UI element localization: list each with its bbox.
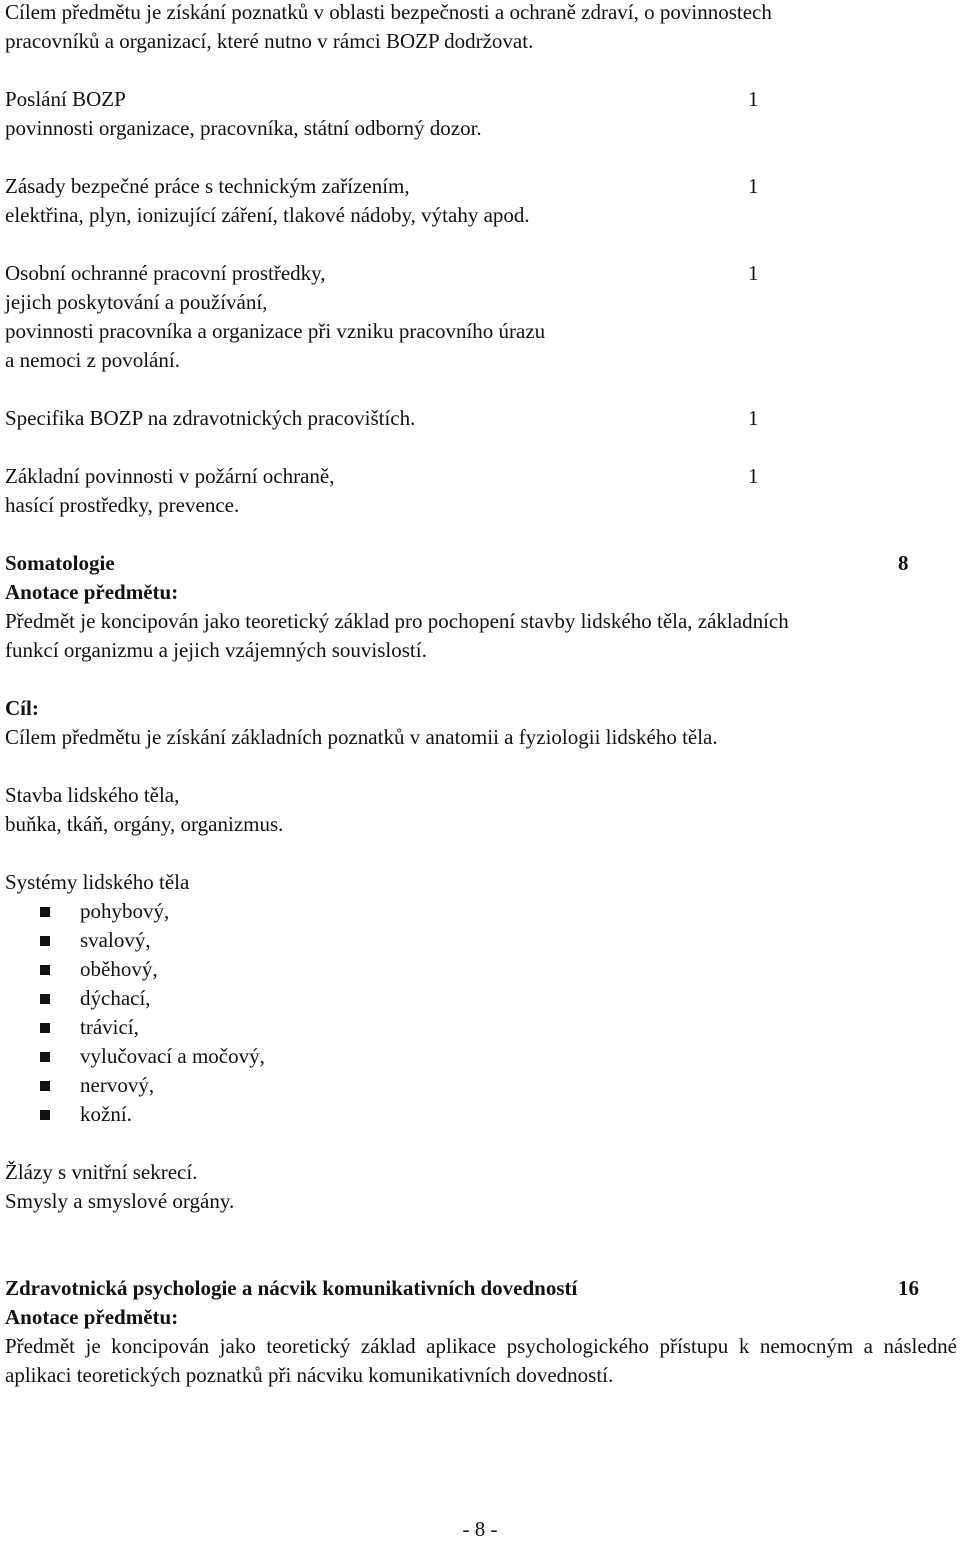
list-item [5,1100,955,1129]
square-bullet-icon [40,1081,50,1091]
list-item [5,984,955,1013]
annotation-line: Předmět je koncipován jako teoretický základ pro pochopení stavby lidského těla, základních [5,609,789,633]
list-item-text: oběhový, [80,957,158,981]
subject-hours: 16 [898,1276,919,1300]
stavba-title: Stavba lidského těla, [5,783,180,807]
square-bullet-icon [40,1110,50,1120]
somatologie-section [5,549,955,1216]
topic-line: jejich poskytování a používání, [5,290,268,314]
subject-heading-row [5,1274,955,1303]
list-item-text: dýchací, [80,986,151,1010]
square-bullet-icon [40,1052,50,1062]
list-item [5,926,955,955]
square-bullet-icon [40,907,50,917]
topic-hours: 1 [748,261,759,285]
subject-title: Zdravotnická psychologie a nácvik komunikativních dovedností [5,1276,578,1300]
list-item [5,897,955,926]
topic-section [5,85,955,143]
square-bullet-icon [40,994,50,1004]
list-item [5,955,955,984]
topic-section [5,259,955,375]
list-item [5,1013,955,1042]
square-bullet-icon [40,936,50,946]
topic-title: Základní povinnosti v požární ochraně, [5,464,335,488]
list-item-text: trávicí, [80,1015,139,1039]
topic-section [5,404,955,433]
list-item [5,1071,955,1100]
topic-title-row [5,85,955,114]
topic-hours: 1 [748,406,759,430]
list-item-text: nervový, [80,1073,155,1097]
topic-title: Zásady bezpečné práce s technickým zařízením, [5,174,410,198]
topic-hours: 1 [748,464,759,488]
goal-text: Cílem předmětu je získání základních poznatků v anatomii a fyziologii lidského těla. [5,725,718,749]
subject-hours: 8 [898,551,909,575]
annotation-line: funkcí organizmu a jejich vzájemných souvislostí. [5,638,427,662]
page-number: - 8 - [462,1517,498,1541]
square-bullet-icon [40,1023,50,1033]
list-item [5,1042,955,1071]
topic-title-row [5,172,955,201]
senses-text: Smysly a smyslové orgány. [5,1189,235,1213]
topic-title: Specifika BOZP na zdravotnických pracovištích. [5,406,416,430]
topic-section [5,462,955,520]
topic-line: povinnosti pracovníka a organizace při vzniku pracovního úrazu [5,319,546,343]
topic-line: elektřina, plyn, ionizující záření, tlakové nádoby, výtahy apod. [5,203,530,227]
stavba-text: buňka, tkáň, orgány, organizmus. [5,812,284,836]
square-bullet-icon [40,965,50,975]
topic-title: Poslání BOZP [5,87,126,111]
subject-title: Somatologie [5,551,115,575]
topic-title: Osobní ochranné pracovní prostředky, [5,261,326,285]
topic-hours: 1 [748,87,759,111]
topic-line: povinnosti organizace, pracovníka, státní odborný dozor. [5,116,482,140]
document-page [5,0,955,1390]
topic-line: a nemoci z povolání. [5,348,180,372]
annotation-label: Anotace předmětu: [5,1305,179,1329]
list-item-text: pohybový, [80,899,170,923]
topic-title-row [5,259,955,288]
goal-label: Cíl: [5,696,39,720]
topic-hours: 1 [748,174,759,198]
list-item-text: svalový, [80,928,151,952]
intro-line-2: pracovníků a organizací, které nutno v rámci BOZP dodržovat. [5,29,534,53]
topic-line: hasící prostředky, prevence. [5,493,240,517]
topic-section [5,172,955,230]
glands-text: Žlázy s vnitřní sekrecí. [5,1160,198,1184]
list-item-text: kožní. [80,1102,132,1126]
subject-heading-row [5,549,955,578]
systems-list [5,897,955,1129]
intro-line-1: Cílem předmětu je získání poznatků v oblasti bezpečnosti a ochraně zdraví, o povinnostech [5,0,772,24]
systems-title: Systémy lidského těla [5,870,190,894]
topic-title-row [5,404,955,433]
annotation-label: Anotace předmětu: [5,580,179,604]
topic-title-row [5,462,955,491]
annotation-text: Předmět je koncipován jako teoretický základ aplikace psychologického přístupu k nemocným a následné aplikaci teoretických poznatků při nácviku komunikativních dovedností. [5,1334,957,1387]
list-item-text: vylučovací a močový, [80,1044,265,1068]
psych-section [5,1274,955,1390]
